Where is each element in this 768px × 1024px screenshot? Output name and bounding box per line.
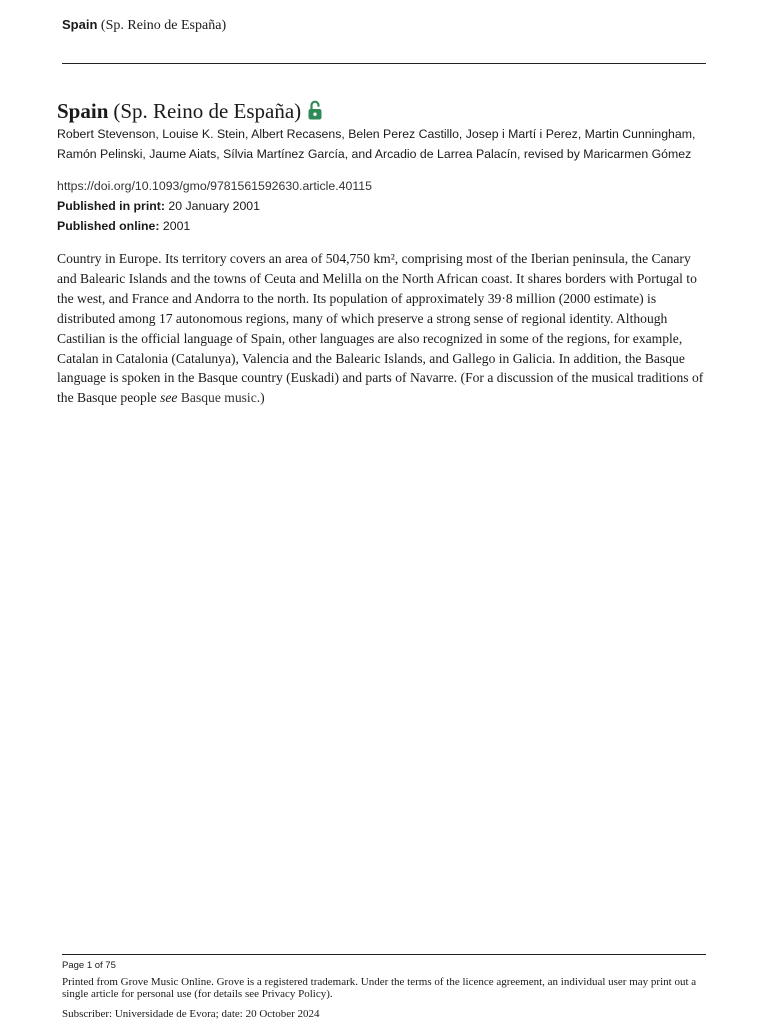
article-body	[57, 249, 707, 408]
published-online-date: 2001	[162, 219, 191, 233]
article-title-variant: (Sp. Reino de España)	[113, 99, 302, 123]
published-print-date: 20 January 2001	[168, 199, 260, 213]
article-title	[57, 96, 322, 126]
running-head-title: Spain	[62, 17, 98, 32]
cross-reference-link[interactable]: Basque music	[180, 390, 257, 406]
article-title-headword: Spain	[57, 99, 109, 123]
contributors	[57, 124, 707, 164]
print-notice: Printed from Grove Music Online. Grove is a registered trademark. Under the terms of the licence agreement, an individual user may print out a single article for personal use (for details see Privacy Policy).	[62, 976, 697, 1000]
body-paragraph: Country in Europe. Its territory covers an area of 504,750 km², comprising most of the Iberian peninsula, the Canary and Balearic Islands and the towns of Ceuta and Melilla on the North African coast. It shares borders with Portugal to the west, and France and Andorra to the north. Its population of approximately 39·8 million (2000 estimate) is distributed among 17 autonomous regions, many of which preserve a strong sense of regional identity. Although Castilian is the official language of Spain, other languages are also recognized in some of the regions, for example, Catalan in Catalonia (Catalunya), Valencia and the Balearic Islands, and Gallego in Galicia. In addition, the Basque language is spoken in the Basque country (Euskadi) and parts of Navarre. (For a discussion of the musical traditions of the Basque people	[57, 251, 704, 406]
published-print	[57, 196, 372, 216]
header-divider	[62, 63, 706, 64]
page-number: Page 1 of 75	[62, 960, 116, 971]
open-access-lock-icon	[308, 98, 322, 118]
running-head-subtitle: (Sp. Reino de España)	[100, 18, 227, 33]
subscriber-line: Subscriber: Universidade de Evora; date: 20 October 2024	[62, 1008, 320, 1020]
published-print-label: Published in print:	[57, 199, 165, 213]
publication-meta	[57, 176, 372, 236]
published-online	[57, 216, 372, 236]
page-footer	[62, 959, 706, 1021]
footer-divider	[62, 954, 706, 955]
contributors-line-1: Robert Stevenson, Louise K. Stein, Albert Recasens, Belen Perez Castillo, Josep i Martí i Perez, Martin Cunningham,	[57, 127, 696, 141]
published-online-label: Published online:	[57, 219, 160, 233]
running-head	[62, 15, 226, 36]
see-word: see	[160, 390, 178, 406]
contributors-line-2: Ramón Pelinski, Jaume Aiats, Sílvia Martínez García, and Arcadio de Larrea Palacín, revised by Maricarmen Gómez	[57, 147, 692, 161]
body-paragraph-end: .)	[256, 390, 265, 406]
doi-link[interactable]: https://doi.org/10.1093/gmo/9781561592630.article.40115	[57, 179, 372, 193]
